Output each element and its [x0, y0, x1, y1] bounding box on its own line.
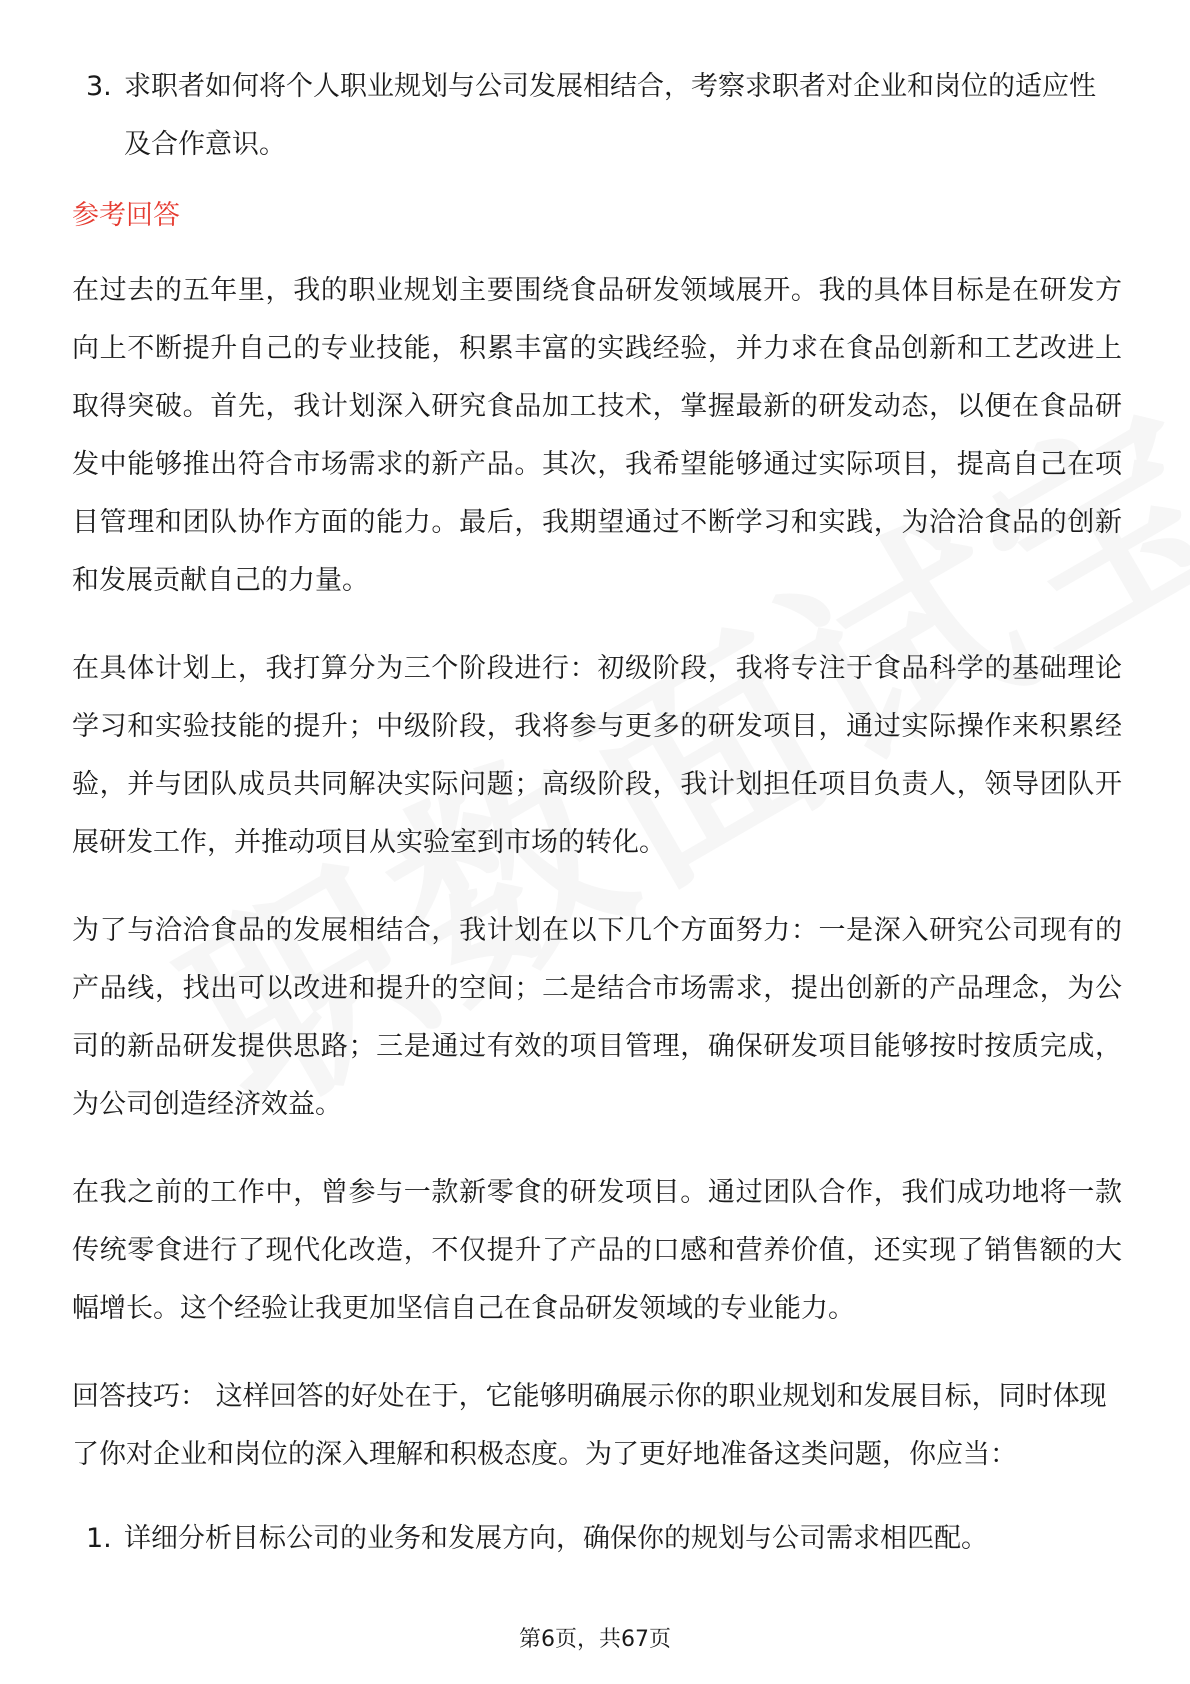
list-item-text: 详细分析目标公司的业务和发展方向，确保你的规划与公司需求相匹配。	[124, 1523, 988, 1554]
page-footer: 第6页，共67页	[519, 1627, 671, 1652]
list-item-3	[72, 58, 1122, 174]
paragraph-1: 在过去的五年里，我的职业规划主要围绕食品研发领域展开。我的具体目标是在研发方向上不断提升自己的专业技能，积累丰富的实践经验，并力求在食品创新和工艺改进上取得突破。首先，我计划深入研究食品加工技术，掌握最新的研发动态，以便在食品研发中能够推出符合市场需求的新产品。其次，我希望能够通过实际项目，提高自己在项目管理和团队协作方面的能力。最后，我期望通过不断学习和实践，为洽洽食品的创新和发展贡献自己的力量。	[72, 275, 1122, 596]
list-item-number: 3.	[86, 71, 112, 102]
paragraph-2: 在具体计划上，我打算分为三个阶段进行：初级阶段，我将专注于食品科学的基础理论学习和实验技能的提升；中级阶段，我将参与更多的研发项目，通过实际操作来积累经验，并与团队成员共同解决实际问题；高级阶段，我计划担任项目负责人，领导团队开展研发工作，并推动项目从实验室到市场的转化。	[72, 653, 1122, 858]
paragraph-3: 为了与洽洽食品的发展相结合，我计划在以下几个方面努力：一是深入研究公司现有的产品线，找出可以改进和提升的空间；二是结合市场需求，提出创新的产品理念，为公司的新品研发提供思路；三是通过有效的项目管理，确保研发项目能够按时按质完成，为公司创造经济效益。	[72, 915, 1122, 1120]
page-content	[72, 58, 1122, 1568]
paragraph-4: 在我之前的工作中，曾参与一款新零食的研发项目。通过团队合作，我们成功地将一款传统零食进行了现代化改造，不仅提升了产品的口感和营养价值，还实现了销售额的大幅增长。这个经验让我更加坚信自己在食品研发领域的专业能力。	[72, 1177, 1122, 1324]
list-item-text: 求职者如何将个人职业规划与公司发展相结合，考察求职者对企业和岗位的适应性及合作意识。	[124, 71, 1096, 160]
answer-tips: 回答技巧： 这样回答的好处在于，它能够明确展示你的职业规划和发展目标，同时体现了你对企业和岗位的深入理解和积极态度。为了更好地准备这类问题，你应当：	[72, 1381, 1107, 1470]
list-item-number: 1.	[86, 1523, 112, 1554]
section-title-reference-answer: 参考回答	[72, 200, 180, 231]
list-item-1	[72, 1510, 1122, 1568]
